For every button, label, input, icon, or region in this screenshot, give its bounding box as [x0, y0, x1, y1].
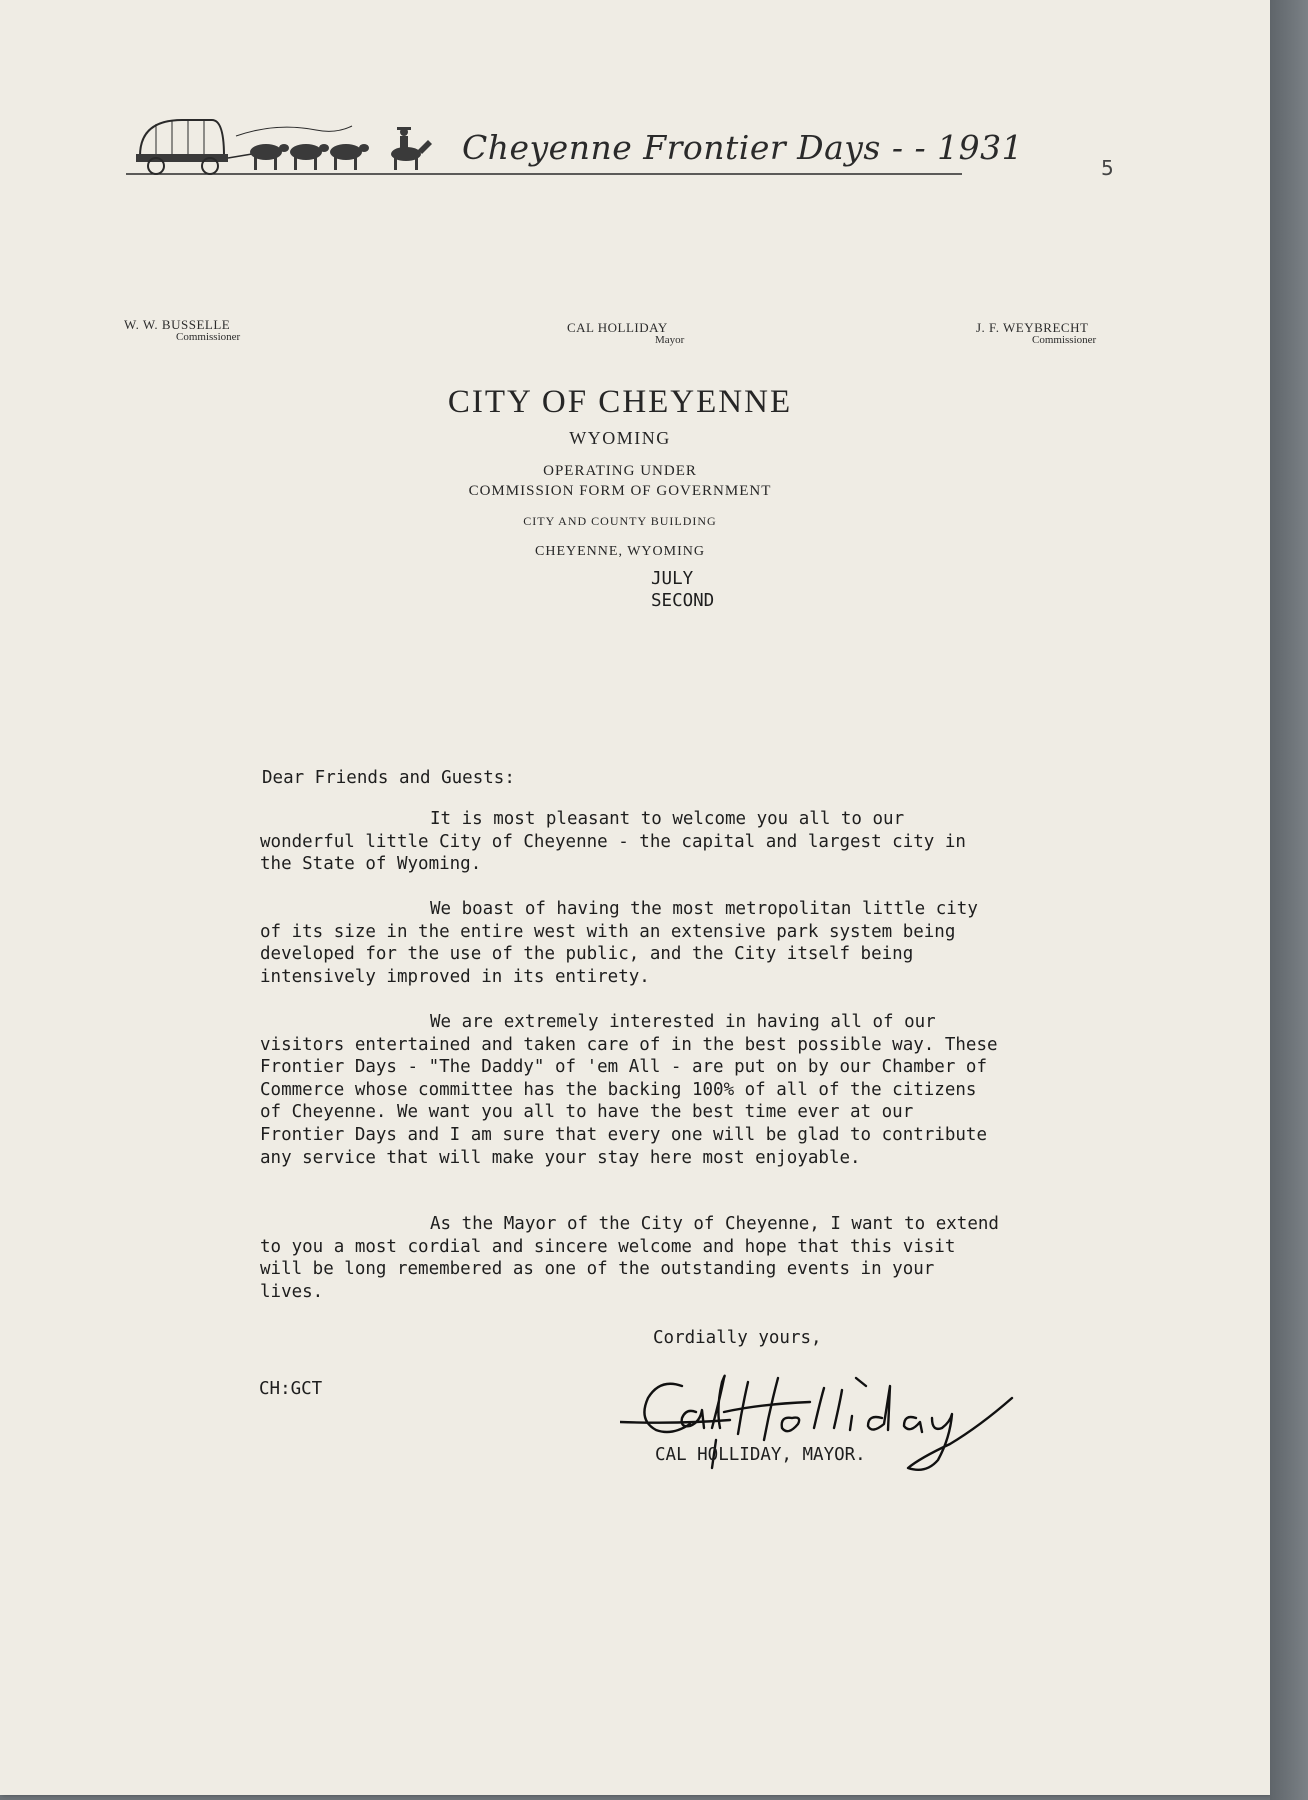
body-paragraph-4: As the Mayor of the City of Cheyenne, I want to extend to you a most cordial and sincere welcome and hope that this visit will be long remembered as one of the outstanding events in your lives.: [260, 1214, 999, 1302]
typist-initials: CH:GCT: [259, 1379, 323, 1399]
letterhead-city-state: CHEYENNE, WYOMING: [535, 544, 705, 559]
official-title: Commissioner: [176, 330, 241, 343]
official-weybrecht: [976, 321, 1096, 346]
body-paragraph-3: We are extremely interested in having all of our visitors entertained and taken care of in the best possible way. These Frontier Days - "The Daddy" of 'em All - are put on by our Chamber of Commerce whose committee has the backing 100% of all of the citizens of Cheyenne. We want you all to have the best time ever at our Frontier Days and I am sure that every one will be glad to contribute any service that will make your stay here most enjoyable.: [260, 1012, 998, 1168]
date-day: SECOND: [651, 591, 715, 611]
letterhead-city: CITY OF CHEYENNE: [447, 384, 793, 420]
date-month: JULY: [651, 569, 694, 589]
official-name: W. W. BUSSELLE: [124, 317, 231, 332]
header-title: Cheyenne Frontier Days - - 1931: [462, 128, 1024, 167]
letterhead: [320, 382, 920, 560]
official-name: CAL HOLLIDAY: [567, 320, 668, 335]
letterhead-state: WYOMING: [569, 428, 671, 448]
official-title: Commissioner: [1032, 333, 1097, 346]
salutation: Dear Friends and Guests:: [262, 768, 515, 788]
body-paragraph-1: It is most pleasant to welcome you all to our wonderful little City of Cheyenne - the capital and largest city in the State of Wyoming.: [260, 809, 966, 875]
official-name: J. F. WEYBRECHT: [976, 320, 1089, 335]
official-holliday: [567, 321, 684, 346]
signer-name: CAL HOLLIDAY, MAYOR.: [655, 1445, 866, 1465]
letterhead-operating-2: COMMISSION FORM OF GOVERNMENT: [468, 483, 772, 499]
official-title: Mayor: [655, 333, 685, 346]
official-busselle: [124, 318, 240, 343]
closing: Cordially yours,: [653, 1328, 822, 1348]
background-edge: [1270, 0, 1308, 1800]
letterhead-building: CITY AND COUNTY BUILDING: [523, 514, 717, 528]
letter-date: [651, 568, 714, 612]
letterhead-operating-1: OPERATING UNDER: [543, 463, 697, 479]
body-paragraph-2: We boast of having the most metropolitan little city of its size in the entire west with an extensive park system being developed for the use of the public, and the City itself being intensively improved in its entirety.: [260, 899, 978, 987]
page-number: 5: [1101, 156, 1114, 180]
